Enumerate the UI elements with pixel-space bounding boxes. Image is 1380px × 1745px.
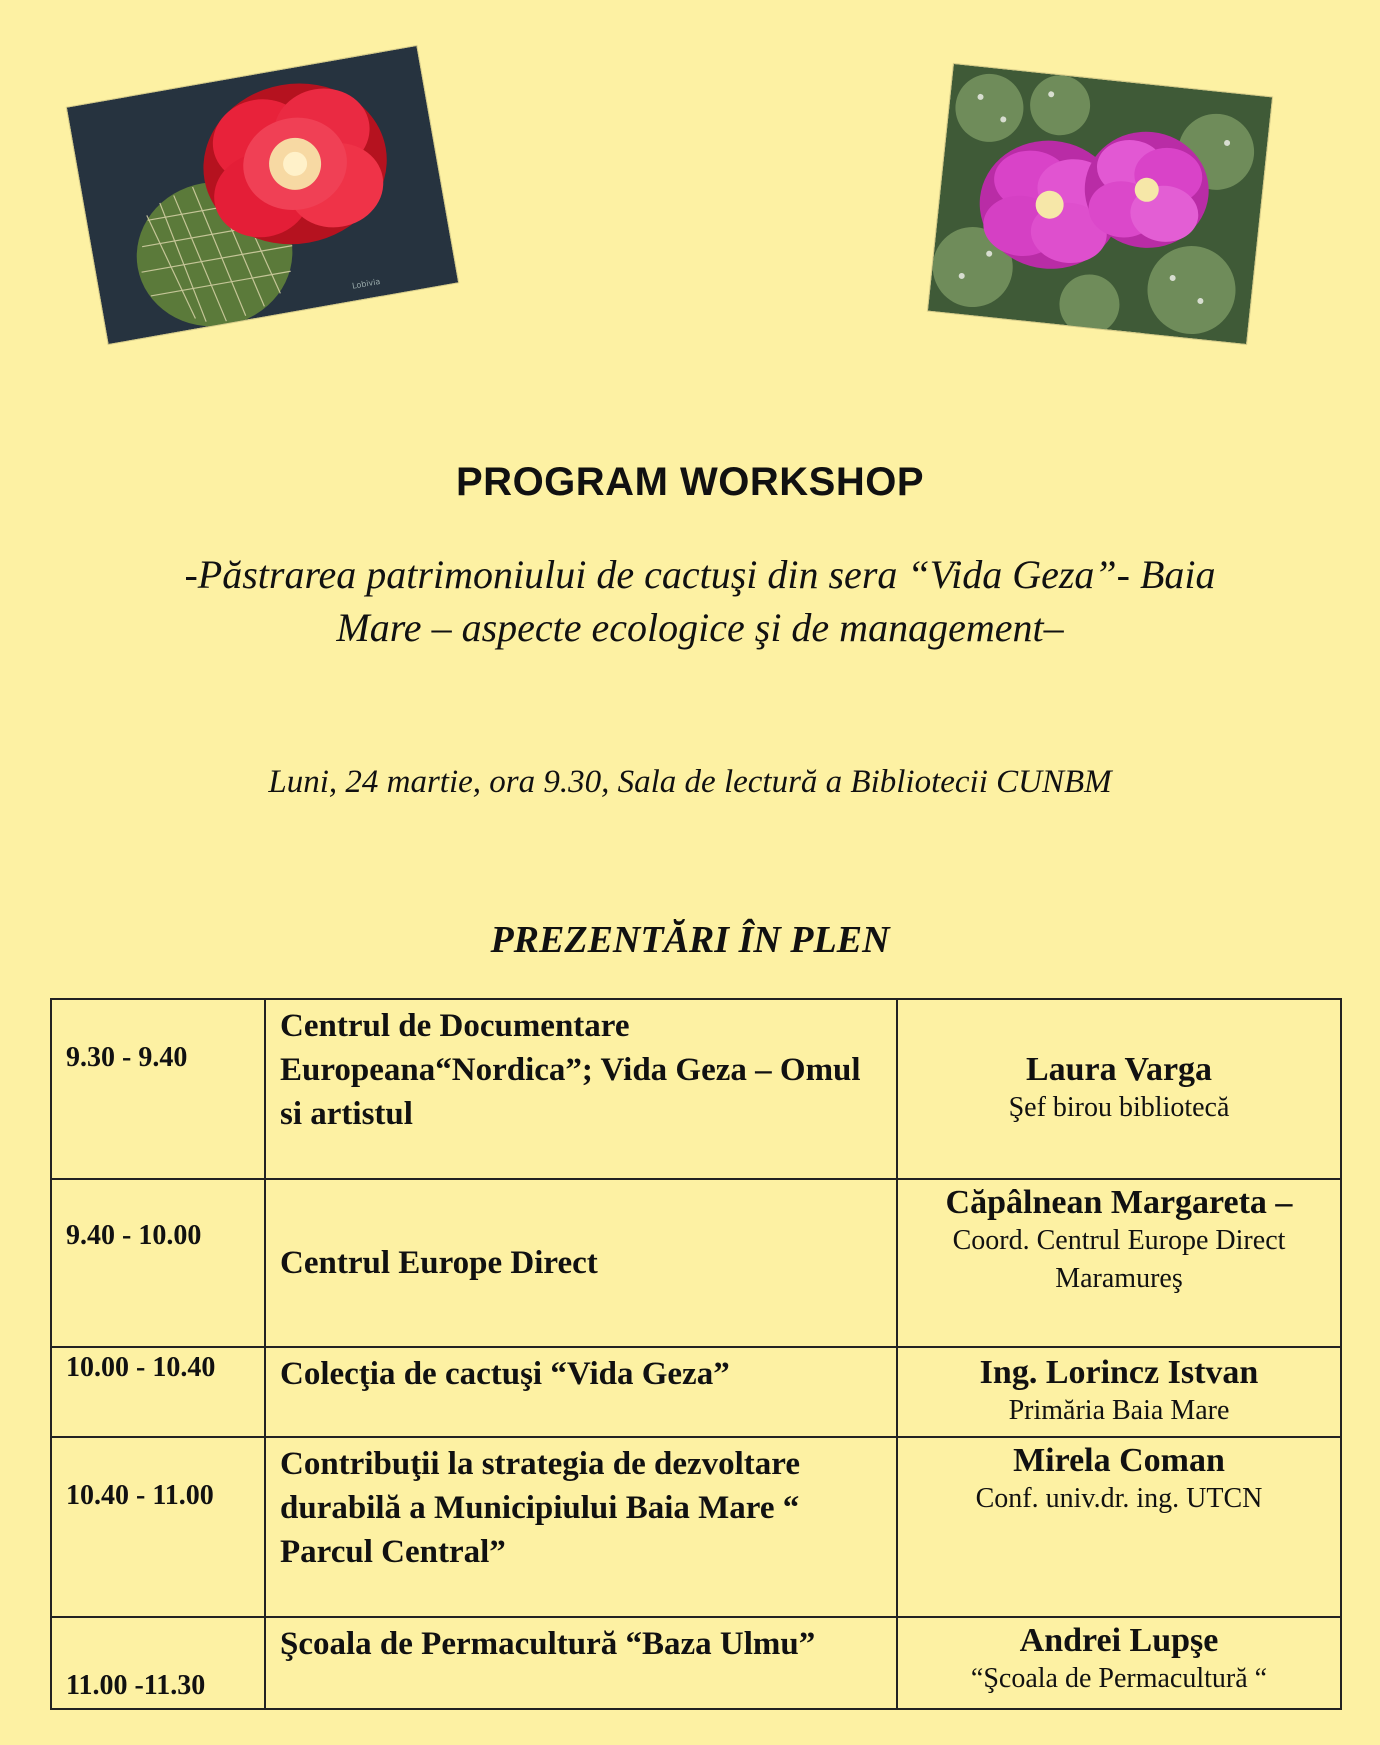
topic-cell: Şcoala de Permacultură “Baza Ulmu” bbox=[265, 1617, 897, 1709]
speaker-name: Mirela Coman bbox=[1013, 1442, 1225, 1479]
table-row bbox=[51, 1347, 1341, 1437]
speaker-role: Primăria Baia Mare bbox=[1008, 1395, 1230, 1426]
subtitle-line-1: -Păstrarea patrimoniului de cactuşi din sera “Vida Geza”- Baia bbox=[184, 552, 1216, 597]
time-cell: 9.30 - 9.40 bbox=[51, 999, 265, 1179]
time-cell: 10.40 - 11.00 bbox=[51, 1437, 265, 1617]
speaker-cell bbox=[897, 1347, 1341, 1437]
speaker-role: Coord. Centrul Europe Direct Maramureş bbox=[952, 1225, 1286, 1294]
speaker-cell bbox=[897, 1617, 1341, 1709]
red-cactus-flower-photo bbox=[67, 46, 458, 344]
topic-cell: Centrul Europe Direct bbox=[265, 1179, 897, 1347]
topic-cell: Centrul de Documentare Europeana“Nordica”; Vida Geza – Omul si artistul bbox=[265, 999, 897, 1179]
topic-cell: Contribuţii la strategia de dezvoltare durabilă a Municipiului Baia Mare “ Parcul Central” bbox=[265, 1437, 897, 1617]
speaker-cell bbox=[897, 1179, 1341, 1347]
page-title: PROGRAM WORKSHOP bbox=[456, 460, 924, 504]
speaker-cell bbox=[897, 999, 1341, 1179]
speaker-name: Laura Varga bbox=[1025, 1051, 1213, 1088]
speaker-role: Şef birou bibliotecă bbox=[1008, 1092, 1230, 1123]
table-row bbox=[51, 1617, 1341, 1709]
speaker-cell bbox=[897, 1437, 1341, 1617]
pink-cactus-flower-photo bbox=[928, 64, 1272, 344]
speaker-name: Ing. Lorincz Istvan bbox=[979, 1354, 1259, 1391]
schedule-table bbox=[50, 998, 1342, 1710]
speaker-role: Conf. univ.dr. ing. UTCN bbox=[975, 1483, 1263, 1514]
speaker-name: Căpâlnean Margareta – bbox=[945, 1184, 1293, 1221]
speaker-role: “Şcoala de Permacultură “ bbox=[970, 1663, 1268, 1694]
svg-text:Lobivia: Lobivia bbox=[351, 276, 381, 291]
event-date-location: Luni, 24 martie, ora 9.30, Sala de lectură a Bibliotecii CUNBM bbox=[268, 764, 1112, 800]
workshop-subtitle bbox=[90, 548, 1310, 654]
section-title: PREZENTĂRI ÎN PLEN bbox=[490, 919, 890, 961]
subtitle-line-2: Mare – aspecte ecologice şi de management– bbox=[336, 605, 1064, 650]
time-cell: 9.40 - 10.00 bbox=[51, 1179, 265, 1347]
topic-cell: Colecţia de cactuşi “Vida Geza” bbox=[265, 1347, 897, 1437]
time-cell: 11.00 -11.30 bbox=[51, 1617, 265, 1709]
table-row bbox=[51, 1179, 1341, 1347]
table-row bbox=[51, 1437, 1341, 1617]
table-row bbox=[51, 999, 1341, 1179]
time-cell: 10.00 - 10.40 bbox=[51, 1347, 265, 1437]
speaker-name: Andrei Lupşe bbox=[1019, 1622, 1219, 1659]
